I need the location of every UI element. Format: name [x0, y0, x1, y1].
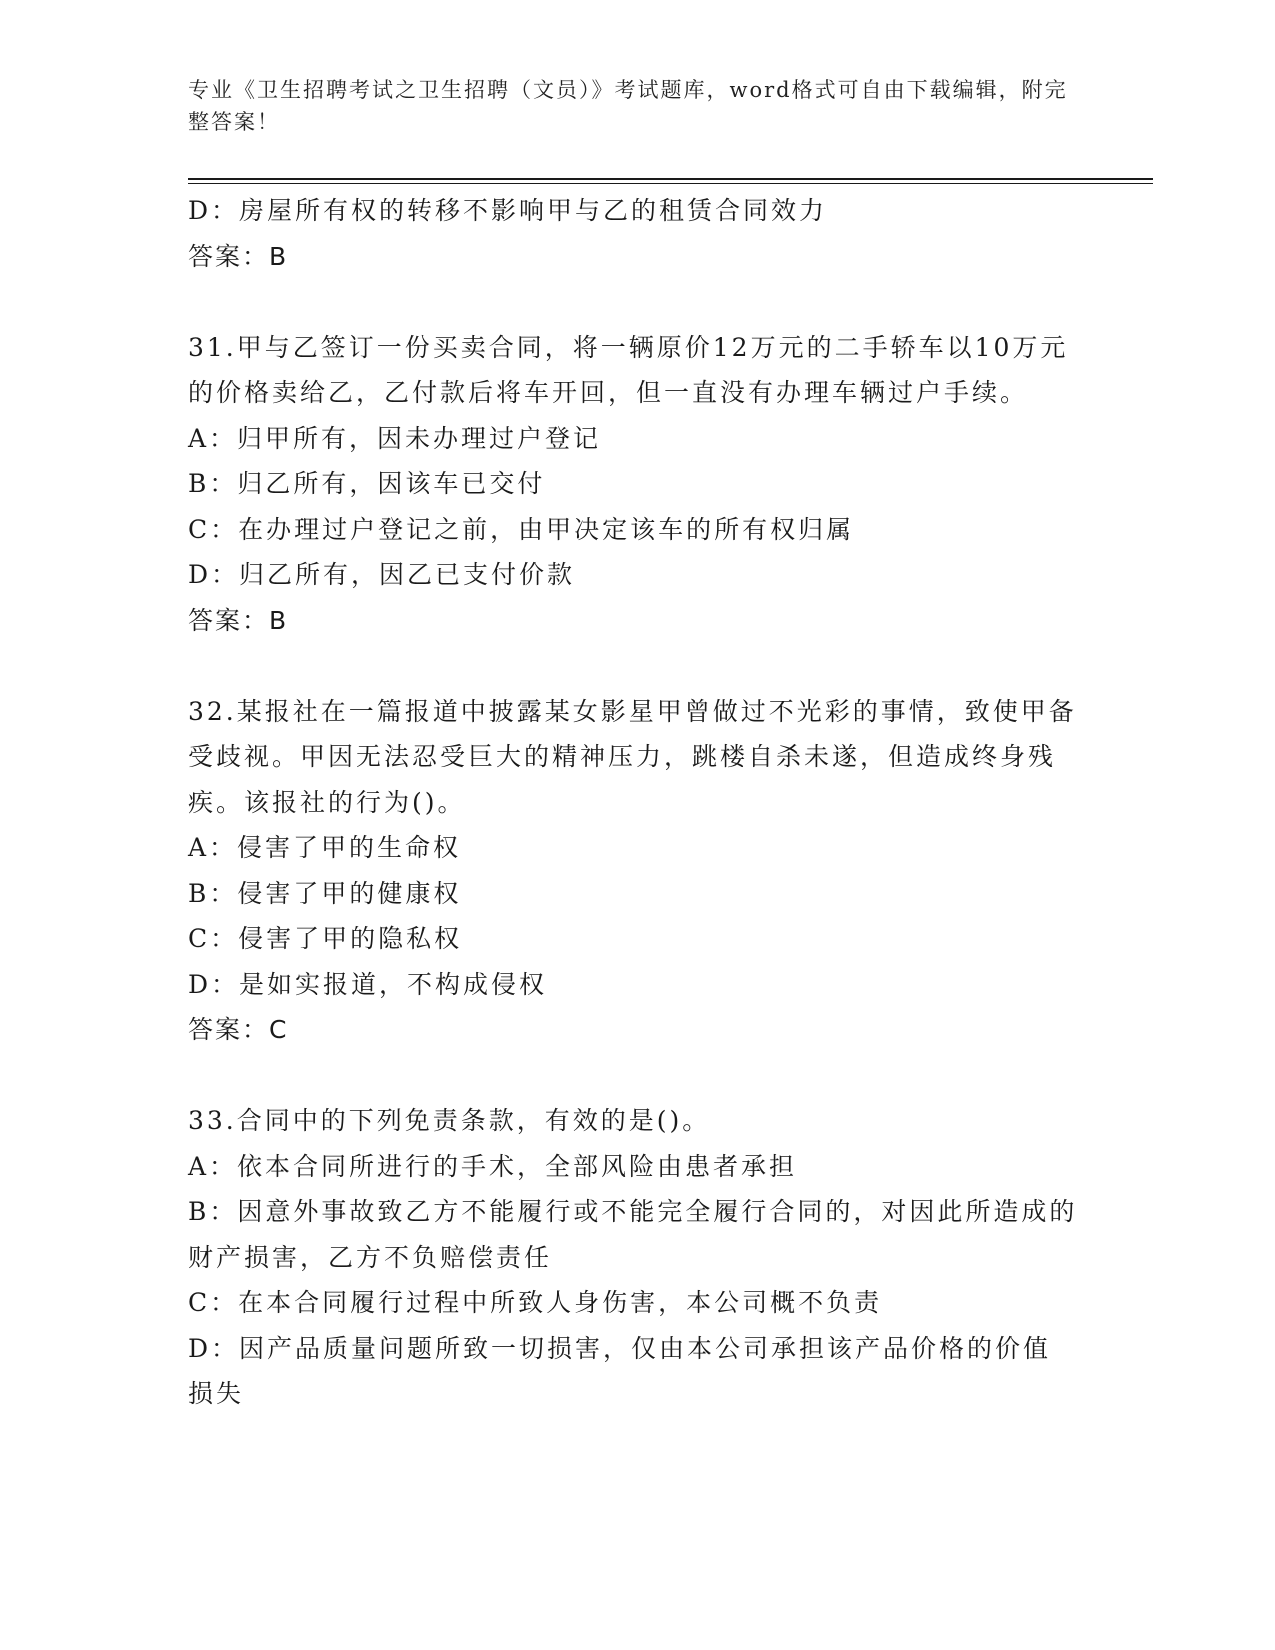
option-b: B：侵害了甲的健康权 — [188, 878, 462, 908]
option-b: B：因意外事故致乙方不能履行或不能完全履行合同的，对因此所造成的财产损害，乙方不负赔偿责任 — [188, 1197, 1078, 1272]
page-header: 专业《卫生招聘考试之卫生招聘（文员）》考试题库，word格式可自由下载编辑，附完整答案！ — [188, 78, 1068, 134]
option-c: C：在本合同履行过程中所致人身伤害，本公司概不负责 — [188, 1288, 883, 1317]
option-c: C：侵害了甲的隐私权 — [188, 924, 463, 953]
question-33 — [188, 1098, 1078, 1417]
option-d: D：是如实报道，不构成侵权 — [188, 969, 548, 999]
answer: 答案：B — [188, 605, 289, 635]
spacer — [188, 1053, 1078, 1099]
option-d: D：归乙所有，因乙已支付价款 — [188, 560, 576, 589]
header-rule-thick — [188, 178, 1153, 180]
question-stem: 33.合同中的下列免责条款，有效的是()。 — [188, 1106, 711, 1135]
header-rule-thin — [188, 183, 1153, 184]
option-c: C：在办理过户登记之前，由甲决定该车的所有权归属 — [188, 514, 855, 544]
question-31 — [188, 325, 1078, 644]
spacer — [188, 643, 1078, 689]
option-b: B：归乙所有，因该车已交付 — [188, 469, 546, 498]
option-a: A：依本合同所进行的手术，全部风险由患者承担 — [188, 1151, 798, 1181]
option-a: A：归甲所有，因未办理过户登记 — [188, 423, 602, 453]
question-content — [188, 188, 1078, 1417]
option-d: D：因产品质量问题所致一切损害，仅由本公司承担该产品价格的价值损失 — [188, 1333, 1052, 1408]
answer: 答案：C — [188, 1015, 289, 1044]
prev-answer: 答案：B — [188, 241, 289, 271]
prev-option-d: D：房屋所有权的转移不影响甲与乙的租赁合同效力 — [188, 196, 828, 225]
question-32 — [188, 689, 1078, 1053]
option-a: A：侵害了甲的生命权 — [188, 833, 462, 862]
spacer — [188, 279, 1078, 325]
question-stem: 32.某报社在一篇报道中披露某女影星甲曾做过不光彩的事情，致使甲备受歧视。甲因无法忍受巨大的精神压力，跳楼自杀未遂，但造成终身残疾。该报社的行为()。 — [188, 696, 1077, 817]
question-stem: 31.甲与乙签订一份买卖合同，将一辆原价12万元的二手轿车以10万元的价格卖给乙，乙付款后将车开回，但一直没有办理车辆过户手续。 — [188, 332, 1069, 407]
